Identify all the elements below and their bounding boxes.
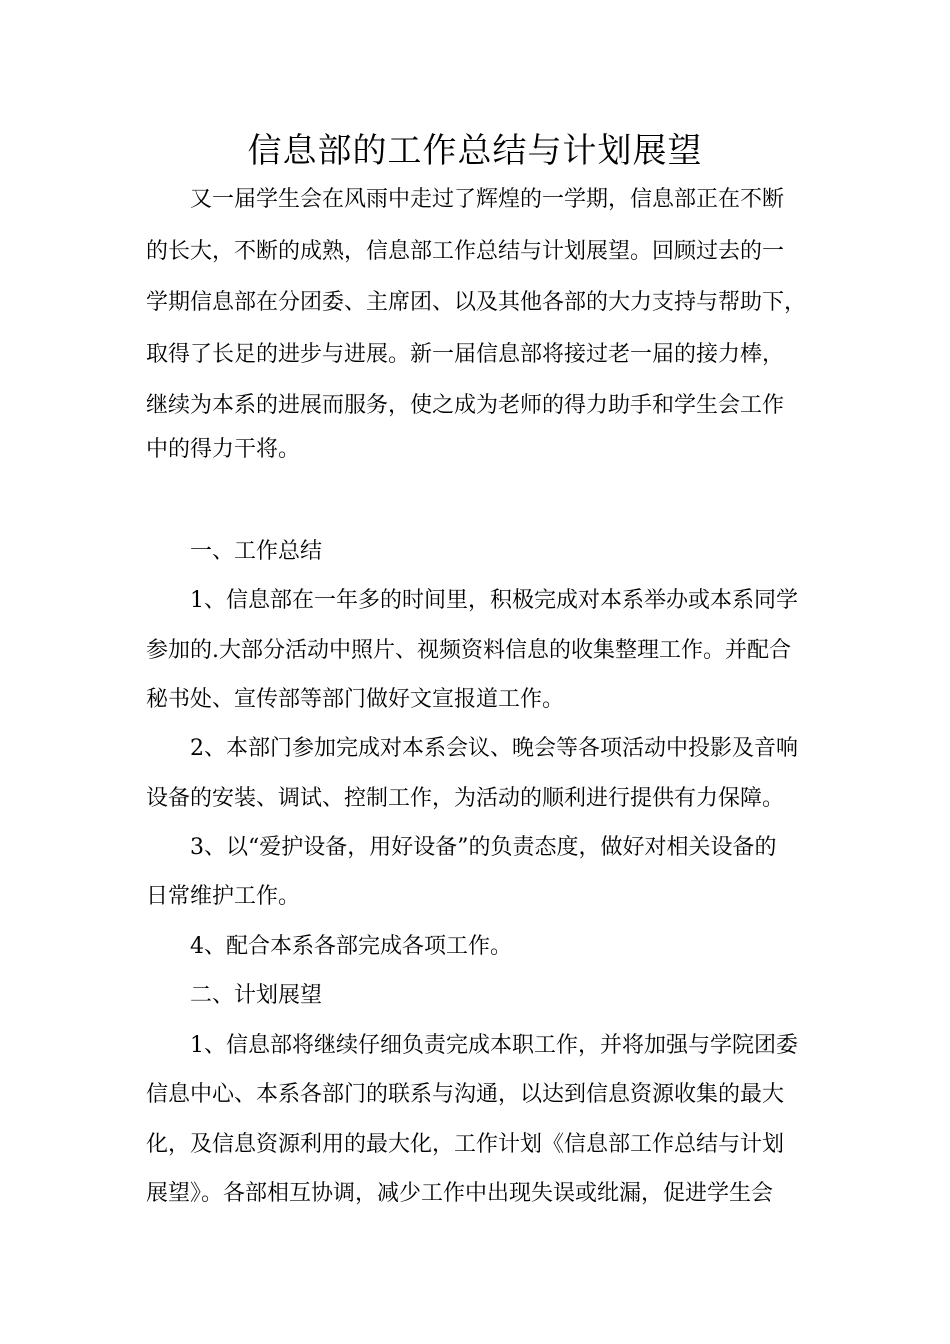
paragraph-line: 又一届学生会在风雨中走过了辉煌的一学期，信息部正在不断	[190, 187, 785, 212]
paragraph-line: 学期信息部在分团委、主席团、以及其他各部的大力支持与帮助下，	[146, 290, 807, 315]
paragraph-line: 3、以“爱护设备，用好设备”的负责态度，做好对相关设备的	[190, 835, 777, 860]
paragraph-line: 展望》。各部相互协调，减少工作中出现失误或纰漏，促进学生会	[146, 1181, 774, 1206]
paragraph-line: 秘书处、宣传部等部门做好文宣报道工作。	[146, 687, 565, 712]
paragraph-line: 4、配合本系各部完成各项工作。	[190, 934, 512, 959]
paragraph-line: 的长大，不断的成熟，信息部工作总结与计划展望。回顾过去的一	[146, 239, 785, 264]
paragraph-line: 2、本部门参加完成对本系会议、晚会等各项活动中投影及音响	[190, 736, 798, 761]
paragraph-line: 继续为本系的进展而服务，使之成为老师的得力助手和学生会工作	[146, 393, 785, 418]
paragraph-line: 设备的安装、调试、控制工作，为活动的顺利进行提供有力保障。	[146, 786, 785, 811]
document-title: 信息部的工作总结与计划展望	[247, 131, 703, 171]
paragraph-line: 中的得力干将。	[146, 437, 301, 462]
section-heading: 一、工作总结	[190, 539, 323, 564]
paragraph-line: 参加的.大部分活动中照片、视频资料信息的收集整理工作。并配合	[146, 638, 791, 663]
paragraph-line: 取得了长足的进步与进展。新一届信息部将接过老一届的接力棒，	[146, 342, 785, 367]
paragraph-line: 1、信息部在一年多的时间里，积极完成对本系举办或本系同学	[190, 588, 798, 613]
section-heading: 二、计划展望	[190, 983, 323, 1008]
paragraph-line: 日常维护工作。	[146, 884, 301, 909]
paragraph-line: 化，及信息资源利用的最大化，工作计划《信息部工作总结与计划	[146, 1132, 785, 1157]
paragraph-line: 信息中心、本系各部门的联系与沟通，以达到信息资源收集的最大	[146, 1082, 785, 1107]
paragraph-line: 1、信息部将继续仔细负责完成本职工作，并将加强与学院团委	[190, 1033, 798, 1058]
